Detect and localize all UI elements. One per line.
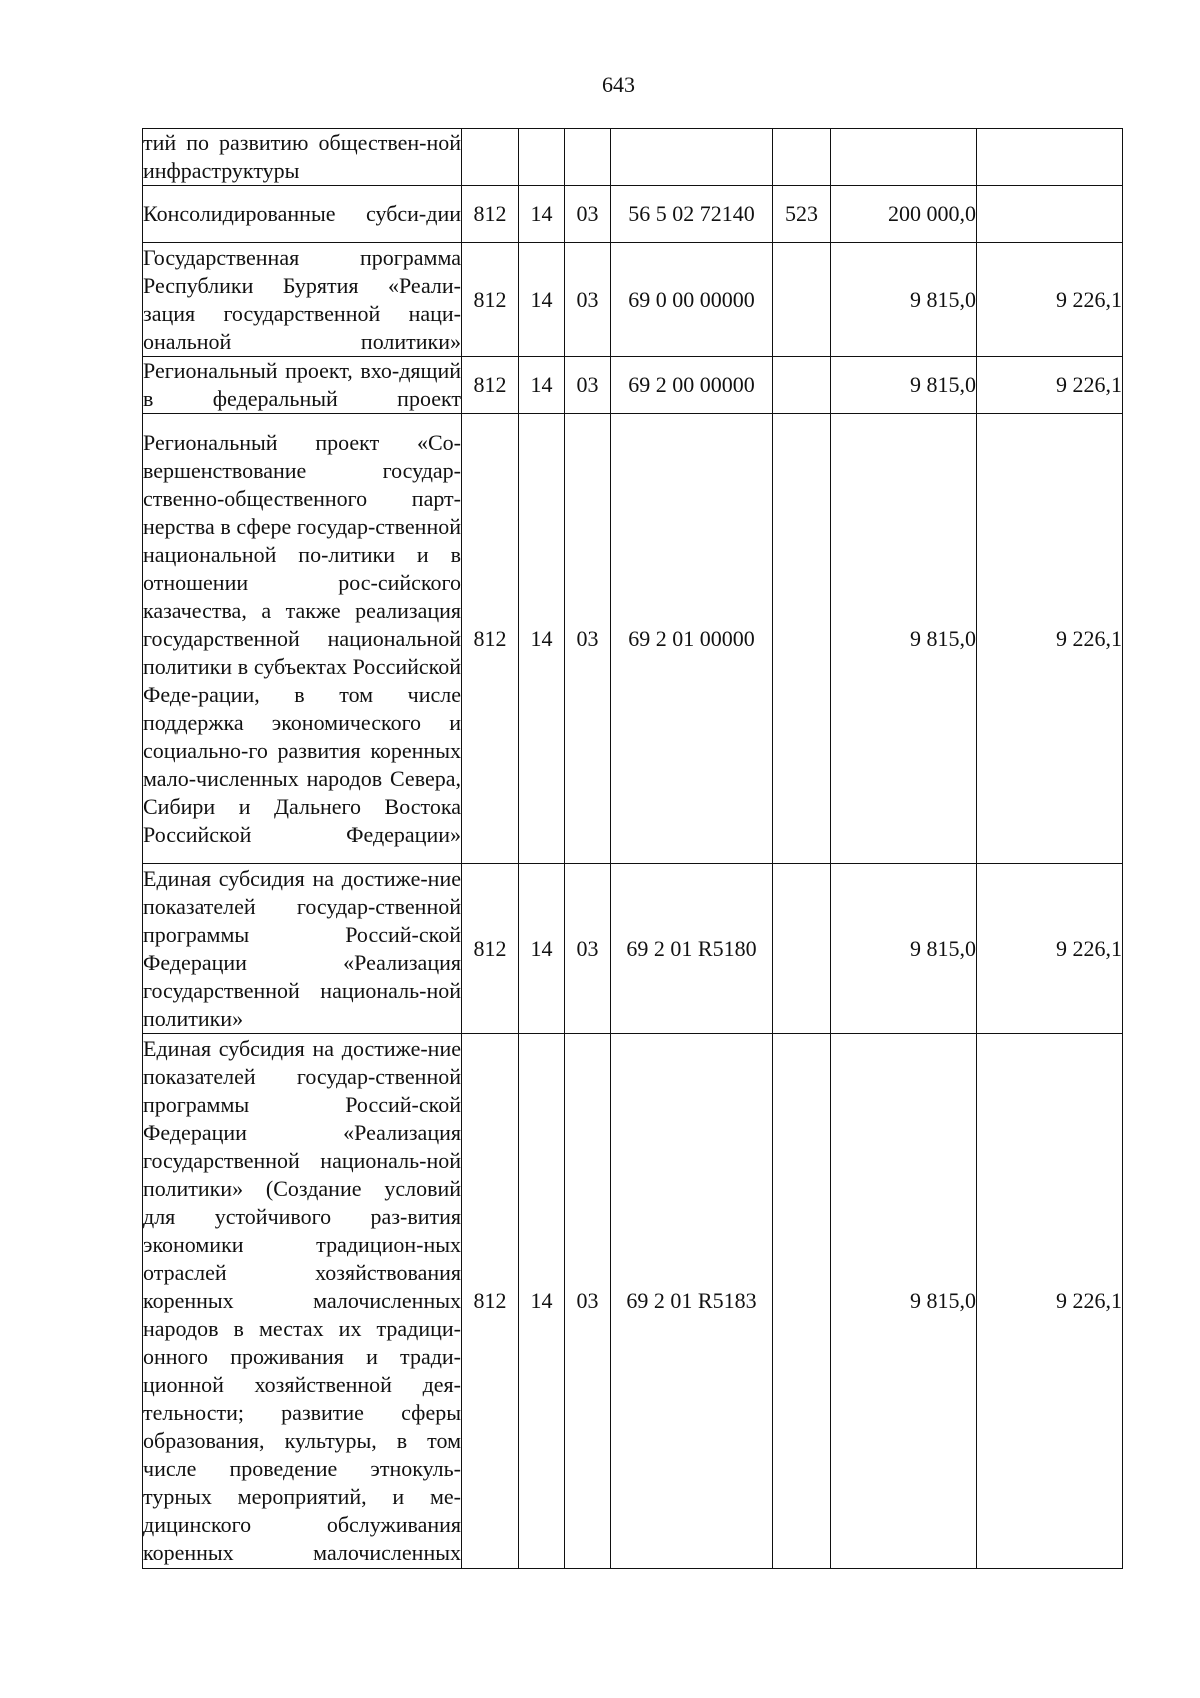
row-vr: 523: [773, 186, 831, 243]
row-sum1: 9 815,0: [831, 864, 977, 1034]
row-rz: [519, 129, 565, 186]
row-sum2: 9 226,1: [977, 357, 1123, 414]
row-sum2: [977, 129, 1123, 186]
row-pr: [565, 129, 611, 186]
row-sum2: [977, 186, 1123, 243]
row-description: Государственная программа Республики Бурятия «Реали-зация государственной наци-ональной политики»: [143, 243, 462, 357]
table-row: [143, 414, 1123, 864]
row-gr: 812: [462, 357, 519, 414]
row-sum1: 200 000,0: [831, 186, 977, 243]
row-rz: 14: [519, 357, 565, 414]
row-description: Региональный проект «Со-вершенствование государ-ственно-общественного парт-нерства в сфере государ-ственной национальной по-литики и в отношении рос-сийского казачества, а также реализация государственной национальной политики в субъектах Российской Феде-рации, в том числе поддержка экономического и социально-го развития коренных мало-численных народов Севера, Сибири и Дальнего Востока Российской Федерации»: [143, 414, 462, 864]
page-number: 643: [602, 72, 635, 97]
table-row: [143, 864, 1123, 1034]
row-rz: 14: [519, 864, 565, 1034]
row-description: тий по развитию обществен-ной инфраструктуры: [143, 129, 462, 186]
row-pr: 03: [565, 414, 611, 864]
budget-table: [142, 128, 1123, 1569]
row-sum1: [831, 129, 977, 186]
table-row: [143, 129, 1123, 186]
row-description: Региональный проект, вхо-дящий в федеральный проект: [143, 357, 462, 414]
row-rz: 14: [519, 243, 565, 357]
row-description: Единая субсидия на достиже-ние показателей государ-ственной программы Россий-ской Федерации «Реализация государственной националь-ной политики» (Создание условий для устойчивого раз-вития экономики традицион-ных отраслей хозяйствования коренных малочисленных народов в местах их традици-онного проживания и тради-ционной хозяйственной дея-тельности; развитие сферы образования, культуры, в том числе проведение этнокуль-турных мероприятий, и ме-дицинского обслуживания коренных малочисленных: [143, 1034, 462, 1569]
table-row: [143, 186, 1123, 243]
table-row: [143, 243, 1123, 357]
row-sum1: 9 815,0: [831, 414, 977, 864]
row-pr: 03: [565, 1034, 611, 1569]
row-csr: 69 2 01 R5180: [611, 864, 773, 1034]
row-gr: [462, 129, 519, 186]
row-description: Консолидированные субси-дии: [143, 186, 462, 243]
table-row: [143, 357, 1123, 414]
row-vr: [773, 414, 831, 864]
row-gr: 812: [462, 414, 519, 864]
row-csr: 56 5 02 72140: [611, 186, 773, 243]
row-csr: [611, 129, 773, 186]
row-sum1: 9 815,0: [831, 357, 977, 414]
row-rz: 14: [519, 414, 565, 864]
row-vr: [773, 864, 831, 1034]
row-csr: 69 2 00 00000: [611, 357, 773, 414]
row-sum2: 9 226,1: [977, 414, 1123, 864]
table-row: [143, 1034, 1123, 1569]
row-sum2: 9 226,1: [977, 243, 1123, 357]
row-description: Единая субсидия на достиже-ние показателей государ-ственной программы Россий-ской Федерации «Реализация государственной националь-ной политики»: [143, 864, 462, 1034]
row-pr: 03: [565, 186, 611, 243]
row-gr: 812: [462, 243, 519, 357]
row-vr: [773, 243, 831, 357]
row-csr: 69 2 01 00000: [611, 414, 773, 864]
row-pr: 03: [565, 357, 611, 414]
row-rz: 14: [519, 186, 565, 243]
row-sum2: 9 226,1: [977, 864, 1123, 1034]
row-pr: 03: [565, 243, 611, 357]
row-gr: 812: [462, 864, 519, 1034]
row-pr: 03: [565, 864, 611, 1034]
row-vr: [773, 129, 831, 186]
row-sum1: 9 815,0: [831, 1034, 977, 1569]
row-vr: [773, 1034, 831, 1569]
row-vr: [773, 357, 831, 414]
row-sum1: 9 815,0: [831, 243, 977, 357]
row-gr: 812: [462, 1034, 519, 1569]
row-csr: 69 0 00 00000: [611, 243, 773, 357]
row-csr: 69 2 01 R5183: [611, 1034, 773, 1569]
row-rz: 14: [519, 1034, 565, 1569]
row-gr: 812: [462, 186, 519, 243]
row-sum2: 9 226,1: [977, 1034, 1123, 1569]
